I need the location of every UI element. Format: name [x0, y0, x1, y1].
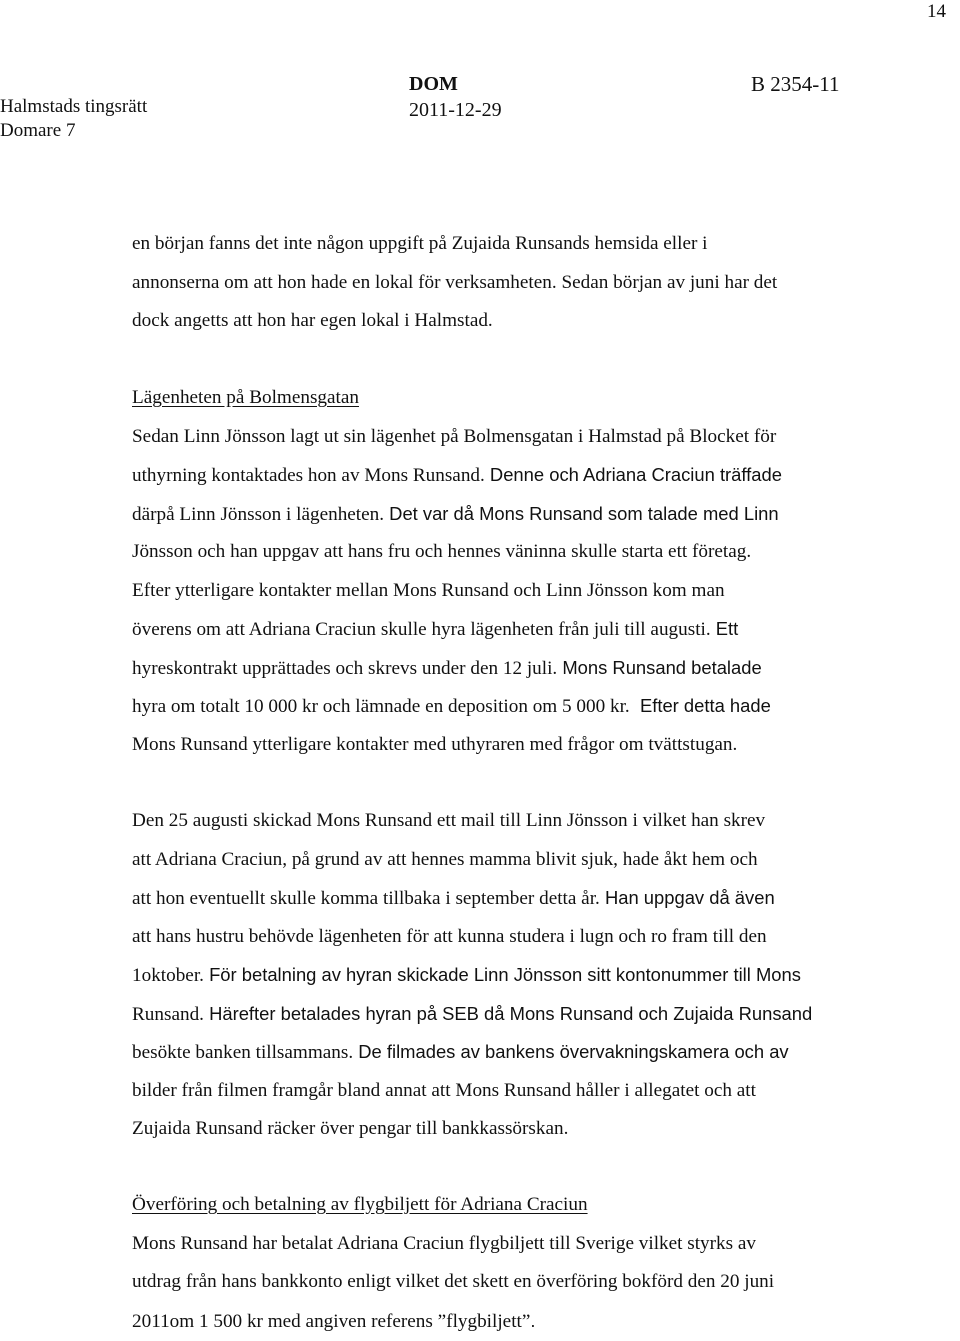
text-line	[132, 495, 912, 534]
case-number: B 2354-11	[751, 72, 840, 96]
section-apartment	[132, 379, 912, 764]
text-line: Mons Runsand har betalat Adriana Craciun flygbiljett till Sverige vilket styrks av	[132, 1232, 757, 1254]
text-line	[132, 456, 912, 495]
text-run: Ett	[710, 618, 739, 639]
document-type-block	[409, 71, 502, 123]
text-line: dock angetts att hon har egen lokal i Halmstad.	[132, 310, 493, 331]
text-run: Det var då Mons Runsand som talade med Linn	[384, 502, 779, 524]
text-line: bilder från filmen framgår bland annat att Mons Runsand håller i allegatet och att	[132, 1079, 756, 1101]
text-line: Jönsson och han uppgav att hans fru och hennes väninna skulle starta ett företag.	[132, 541, 752, 562]
text-run: 1oktober.	[132, 965, 204, 986]
text-run: hyreskontrakt upprättades och skrevs under den 12 juli.	[132, 657, 558, 679]
paragraph-intro	[132, 225, 912, 341]
text-run: besökte banken tillsammans.	[132, 1042, 354, 1063]
paragraph-august	[132, 802, 912, 1149]
text-line: annonserna om att hon hade en lokal för verksamheten. Sedan början av juni har det	[132, 271, 778, 293]
document-type: DOM	[409, 73, 458, 95]
document-date: 2011-12-29	[409, 99, 502, 121]
text-line	[132, 1302, 912, 1341]
text-run: .	[530, 1309, 536, 1331]
text-run: överens om att Adriana Craciun skulle hyra lägenheten från juli till augusti.	[132, 619, 711, 640]
text-line: att Adriana Craciun, på grund av att hennes mamma blivit sjuk, hade åkt hem och	[132, 848, 758, 870]
text-line	[132, 956, 912, 995]
text-line: att hans hustru behövde lägenheten för att kunna studera i lugn och ro fram till den	[132, 925, 767, 947]
text-line: Zujaida Runsand räcker över pengar till bankkassörskan.	[132, 1118, 569, 1139]
text-line	[132, 687, 912, 726]
text-run: Mons Runsand betalade	[557, 656, 762, 678]
text-run: att hon eventuellt skulle komma tillbaka i september detta år.	[132, 888, 600, 909]
text-line	[132, 879, 912, 918]
text-run: uthyrning kontaktades hon av Mons Runsand.	[132, 465, 485, 486]
section-heading-text: Överföring och betalning av flygbiljett för Adriana Craciun	[132, 1194, 588, 1215]
text-run: För betalning av hyran skickade Linn Jönsson sitt kontonummer till Mons	[203, 964, 801, 985]
text-line	[132, 995, 912, 1034]
text-line	[132, 1033, 912, 1072]
section-flight-ticket	[132, 1186, 912, 1340]
text-line: Den 25 augusti skickad Mons Runsand ett mail till Linn Jönsson i vilket han skrev	[132, 810, 766, 831]
text-run: Runsand.	[132, 1003, 204, 1025]
section-heading-text: Lägenheten på Bolmensgatan	[132, 387, 359, 408]
text-run: Härefter betalades hyran på SEB då Mons Runsand och Zujaida Runsand	[203, 1002, 813, 1024]
text-run: hyra om totalt 10 000 kr och lämnade en deposition om 5 000 kr.	[132, 696, 630, 717]
text-line	[132, 649, 912, 688]
text-line	[132, 610, 912, 649]
court-name: Halmstads tingsrätt	[0, 96, 148, 117]
text-run: 2011om 1 500 kr med angiven referens ”flygbiljett”	[132, 1310, 531, 1332]
section-heading	[132, 379, 912, 418]
text-run: därpå Linn Jönsson i lägenheten.	[132, 503, 385, 525]
court-block	[0, 95, 147, 143]
text-run: Denne och Adriana Craciun träffade	[484, 464, 782, 485]
page-number: 14	[927, 1, 946, 22]
text-line: Mons Runsand ytterligare kontakter med uthyraren med frågor om tvättstugan.	[132, 733, 738, 755]
text-line: Sedan Linn Jönsson lagt ut sin lägenhet på Bolmensgatan i Halmstad på Blocket för	[132, 425, 777, 447]
section-heading	[132, 1186, 912, 1225]
text-run: De filmades av bankens övervakningskamera och av	[353, 1041, 789, 1062]
text-run: Han uppgav då även	[599, 887, 775, 908]
text-run: Efter detta hade	[629, 695, 771, 716]
text-line: utdrag från hans bankkonto enligt vilket det skett en överföring bokförd den 20 juni	[132, 1271, 775, 1292]
text-line: en början fanns det inte någon uppgift på Zujaida Runsands hemsida eller i	[132, 233, 708, 254]
text-line: Efter ytterligare kontakter mellan Mons Runsand och Linn Jönsson kom man	[132, 579, 725, 601]
court-division: Domare 7	[0, 120, 76, 141]
